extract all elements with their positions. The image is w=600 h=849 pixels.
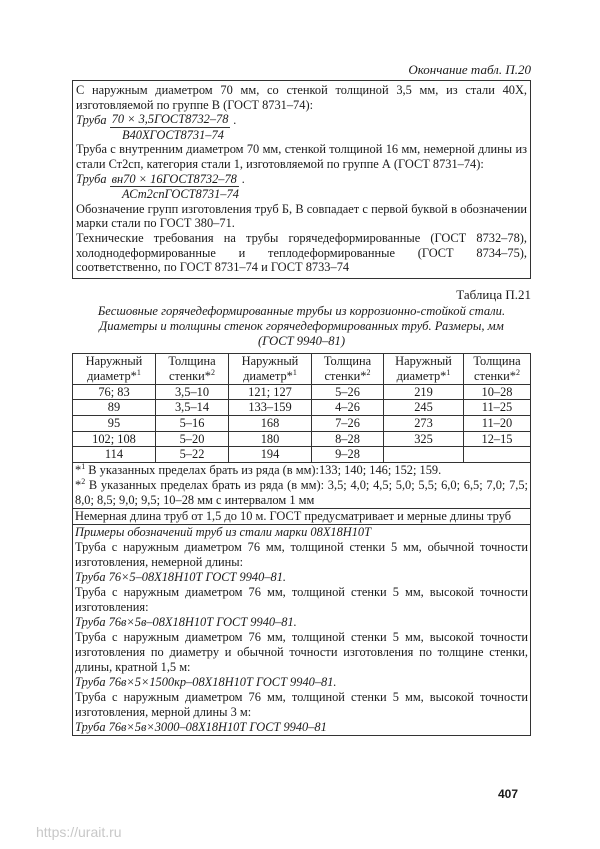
formula-denominator-row [76,128,527,143]
example-text: Труба с наружным диаметром 76 мм, толщиной стенки 5 мм, высокой точности изготовления по диаметру и обычной точности изготовления по толщине стенки, длины, кратной 1,5 м: [75,629,528,674]
header-text: стенки* [169,368,211,383]
header-line [384,369,463,384]
table-cell: 7–26 [312,415,384,431]
header-text: диаметр* [87,368,137,383]
continuation-label: Окончание табл. П.20 [408,62,531,77]
watermark-url: https://urait.ru [36,824,122,840]
header-line: Толщина [168,353,216,368]
table-cell: 180 [229,431,312,447]
column-header [464,353,531,384]
table-cell: 3,5–10 [156,384,229,400]
header-text: диаметр* [243,368,293,383]
footnotes [73,462,531,508]
table-cell: 76; 83 [73,384,156,400]
table-cell: 4–26 [312,400,384,416]
column-header [156,353,229,384]
header-line: Наружный [85,353,143,368]
header-line [156,369,228,384]
footnote-row [73,462,531,508]
table-label: Таблица П.21 [456,286,531,302]
table-title-line: (ГОСТ 9940–81) [257,333,346,348]
column-header [384,353,464,384]
table-cell: 121; 127 [229,384,312,400]
header-sup: 2 [366,367,371,377]
header-sup: 1 [136,367,141,377]
table-cell: 168 [229,415,312,431]
formula-denominator: АСт2спГОСТ8731–74 [122,187,239,202]
example-code: Труба 76в×5в–08Х18Н10Т ГОСТ 9940–81. [75,614,297,629]
formula-denominator-row [76,187,527,202]
footnote-text: В указанных пределах брать из ряда (в мм):133; 140; 146; 152; 159. [85,462,442,477]
formula-numerator: вн70 × 16ГОСТ8732–78 [111,171,237,186]
table-row [73,431,531,447]
paragraph: С наружным диаметром 70 мм, со стенкой толщиной 3,5 мм, из стали 40Х, изготовляемой по группе В (ГОСТ 8731–74): [76,83,527,112]
table-title-line: Бесшовные горячедеформированные трубы из коррозионно-стойкой стали. [97,303,506,318]
table-cell: 5–22 [156,447,229,463]
table-cell: 11–20 [464,415,531,431]
footnote-sup: 2 [81,476,86,486]
table-header-row [73,353,531,384]
header-text: диаметр* [396,368,447,383]
header-line [312,369,383,384]
footnote-1 [75,463,528,478]
table-cell: 10–28 [464,384,531,400]
footnote-mark: * [75,462,82,477]
page-number: 407 [498,787,519,801]
header-line: Толщина [473,353,521,368]
formula: Труба 70 × 3,5ГОСТ8732–78 . [76,112,237,127]
header-sup: 1 [292,367,297,377]
table-cell: 273 [384,415,464,431]
header-text: стенки* [324,368,367,383]
paragraph: Технические требования на трубы горячедеформированные (ГОСТ 8732–78), холоднодеформированные и теплодеформированные (ГОСТ 8734–75), соответственно, по ГОСТ 8731–74 и ГОСТ 8733–74 [76,230,527,275]
length-note: Немерная длина труб от 1,5 до 10 м. ГОСТ предусматривает и мерные длины труб [73,508,531,524]
table-row [73,384,531,400]
column-header [312,353,384,384]
header-line [464,369,530,384]
header-line [229,369,311,384]
table-cell: 5–16 [156,415,229,431]
header-line [73,369,155,384]
table-row [73,415,531,431]
table-cell: 89 [73,400,156,416]
table-cell [384,447,464,463]
table-cell: 325 [384,431,464,447]
header-sup: 2 [210,367,215,377]
example-code: Труба 76в×5в×3000–08Х18Н10Т ГОСТ 9940–81 [75,719,327,734]
table-row [73,447,531,463]
table-cell: 8–28 [312,431,384,447]
table-cell: 102; 108 [73,431,156,447]
examples-row [73,524,531,735]
header-line: Толщина [323,353,372,368]
footnote-mark: * [75,477,82,492]
example-text: Труба с наружным диаметром 76 мм, толщиной стенки 5 мм, высокой точности изготовления, мерной длины 3 м: [75,689,528,719]
footnote-2 [75,478,528,508]
table-row [73,400,531,416]
table-cell: 114 [73,447,156,463]
table-cell: 133–159 [229,400,312,416]
paragraph: Обозначение групп изготовления труб Б, В совпадает с первой буквой в обозначении марки стали по ГОСТ 380–71. [76,201,527,231]
formula-word: Труба [76,112,107,127]
footnote-sup: 1 [81,461,86,471]
formula-denominator: В40ХГОСТ8731–74 [122,127,224,142]
pipe-dimensions-table [72,353,531,736]
table-cell: 5–26 [312,384,384,400]
length-note-row [73,508,531,524]
table-title [72,304,531,349]
examples-title: Примеры обозначений труб из стали марки 08Х18Н10Т [75,524,372,539]
example-code: Труба 76в×5×1500кр–08Х18Н10Т ГОСТ 9940–81. [75,674,337,689]
table-cell: 5–20 [156,431,229,447]
table-cell: 194 [229,447,312,463]
page-content [72,62,531,736]
header-line: Наружный [395,353,452,368]
table-cell: 9–28 [312,447,384,463]
table-cell: 245 [384,400,464,416]
header-text: стенки* [474,368,516,383]
table-cell: 3,5–14 [156,400,229,416]
examples [73,524,531,735]
table-cell: 11–25 [464,400,531,416]
column-header [229,353,312,384]
table-p20-end-box [72,80,531,279]
formula-word: Труба [76,172,107,187]
header-line: Наружный [241,353,299,368]
table-cell [464,447,531,463]
example-code: Труба 76×5–08Х18Н10Т ГОСТ 9940–81. [75,569,287,584]
example-text: Труба с наружным диаметром 76 мм, толщиной стенки 5 мм, обычной точности изготовления, немерной длины: [75,539,528,569]
header-sup: 2 [515,367,520,377]
table-title-line: Диаметры и толщины стенок горячедеформированных труб. Размеры, мм [99,318,504,333]
paragraph: Труба с внутренним диаметром 70 мм, стенкой толщиной 16 мм, немерной длины из стали Ст2сп, категория стали 1, изготовляемой по группе А (ГОСТ 8731–74): [76,142,527,171]
footnote-text: В указанных пределах брать из ряда (в мм): 3,5; 4,0; 4,5; 5,0; 5,5; 6,0; 6,5; 7,0; 7,5; 8,0; 8,5; 9,0; 9,5; 10–28 мм с интервалом 1 мм [75,477,528,507]
column-header [73,353,156,384]
formula-numerator: 70 × 3,5ГОСТ8732–78 [111,112,229,127]
formula: Труба вн70 × 16ГОСТ8732–78 . [76,171,246,187]
table-cell: 95 [73,415,156,431]
table-cell: 219 [384,384,464,400]
header-sup: 1 [446,367,451,377]
example-text: Труба с наружным диаметром 76 мм, толщиной стенки 5 мм, высокой точности изготовления: [75,584,528,614]
table-cell: 12–15 [464,431,531,447]
